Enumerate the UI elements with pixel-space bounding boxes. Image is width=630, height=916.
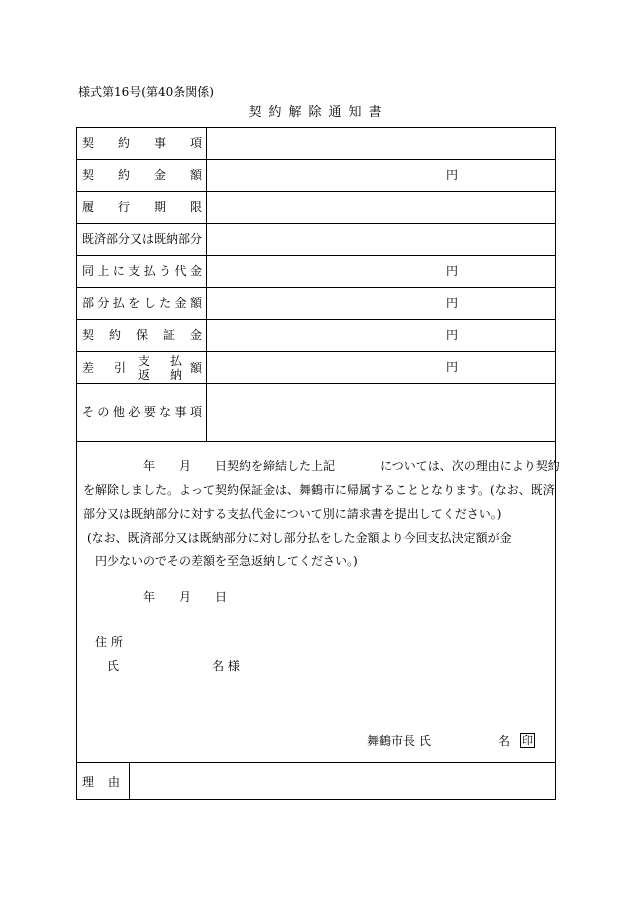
name-label: 氏 xyxy=(107,659,120,673)
row-divider xyxy=(77,191,555,192)
notice-line-1-tail: については、次の理由により契約 xyxy=(380,459,560,473)
row-divider xyxy=(77,441,555,442)
label-partial-paid: 部 分 払 を し た 金 額 xyxy=(82,296,202,310)
column-divider xyxy=(206,128,207,441)
column-divider xyxy=(129,762,130,800)
label-other: そ の 他 必 要 な 事 項 xyxy=(82,405,202,419)
row-divider xyxy=(77,383,555,384)
label-contract-amount: 契 約 金 額 xyxy=(82,168,202,182)
row-divider xyxy=(77,223,555,224)
document-title: 契約解除通知書 xyxy=(248,105,389,120)
date-day: 日 xyxy=(215,590,228,604)
label-deadline: 履 行 期 限 xyxy=(82,200,202,214)
name-honorific: 名 様 xyxy=(212,659,240,673)
label-security-deposit: 契 約 保 証 金 xyxy=(82,328,202,342)
date-month: 月 xyxy=(179,590,192,604)
label-difference: 差 引 支 払 返 納 額 xyxy=(82,354,203,382)
notice-line-1: 日契約を締結した上記 xyxy=(215,459,336,473)
yen-unit: 円 xyxy=(446,328,459,342)
yen-unit: 円 xyxy=(446,296,459,310)
yen-unit: 円 xyxy=(446,168,459,182)
date-year: 年 xyxy=(143,590,156,604)
row-divider xyxy=(77,255,555,256)
row-divider xyxy=(77,762,555,763)
label-completed-part: 既済部分又は既納部分 xyxy=(82,232,203,246)
yen-unit: 円 xyxy=(446,360,459,374)
row-divider xyxy=(77,287,555,288)
mayor-name-label: 名 xyxy=(498,734,511,748)
row-divider xyxy=(77,159,555,160)
notice-line-5: 円少ないのでその差額を至急返納してください。) xyxy=(95,554,358,568)
form-number: 様式第16号(第40条関係) xyxy=(78,85,214,99)
label-payable-price: 同 上 に 支 払 う 代 金 xyxy=(82,264,202,278)
notice-line-4: (なお、既済部分又は既納部分に対し部分払をした金額より今回支払決定額が金 xyxy=(87,531,512,545)
seal-stamp: 印 xyxy=(522,734,533,747)
notice-line-2: を解除しました。よって契約保証金は、舞鶴市に帰属することとなります。(なお、既済 xyxy=(83,483,555,497)
yen-unit: 円 xyxy=(446,264,459,278)
address-label: 住 所 xyxy=(95,635,123,649)
notice-year: 年 xyxy=(143,459,156,473)
form-table xyxy=(76,127,560,800)
label-reason: 理 由 xyxy=(82,775,120,789)
row-divider xyxy=(77,351,555,352)
notice-month: 月 xyxy=(179,459,192,473)
label-contract-item: 契 約 事 項 xyxy=(82,136,202,150)
notice-line-3: 部分又は既納部分に対する支払代金について別に請求書を提出してください。) xyxy=(83,507,502,521)
row-divider xyxy=(77,319,555,320)
mayor-label: 舞鶴市長 氏 xyxy=(367,734,431,748)
